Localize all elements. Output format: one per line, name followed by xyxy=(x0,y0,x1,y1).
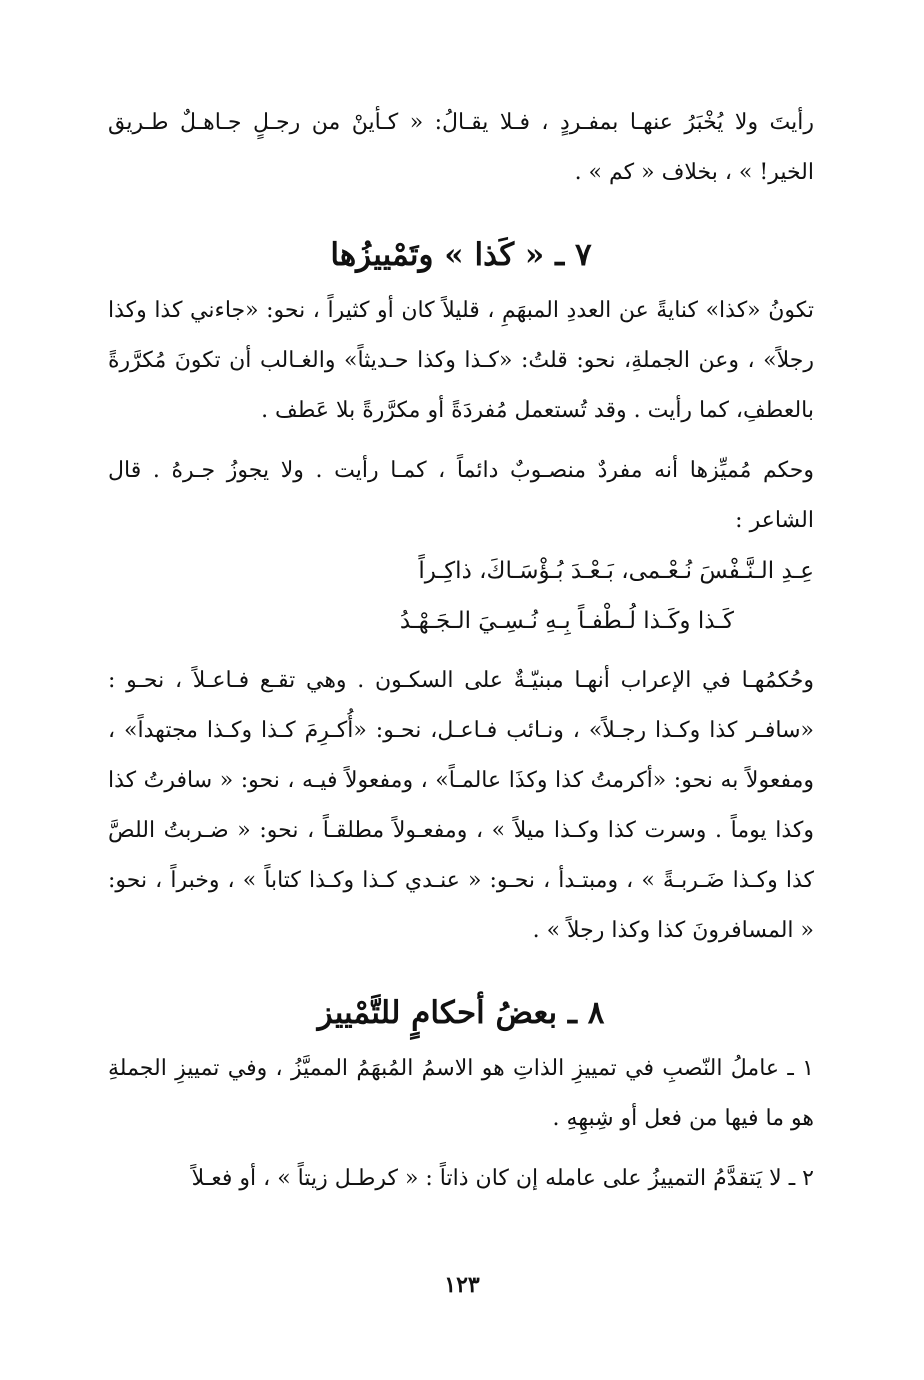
section-7-paragraph-3: وحُكمُهـا في الإعراب أنهـا مبنيّـةٌ على السكـون . وهي تقـع فـاعـلاً ، نحـو : «سافـر كذا وكـذا رجـلاً» ، ونـائب فـاعـل، نحـو: «أُكـرِمَ كـذا وكـذا مجتهداً» ، ومفعولاً به نحو: «أكرمتُ كذا وكذَا عالمـاً» ، ومفعولاً فيـه ، نحو: « سافرتُ كذا وكذا يوماً . وسرت كذا وكـذا ميلاً » ، ومفعـولاً مطلقـاً ، نحو: « ضـربتُ اللصَّ كذا وكـذا ضَـربـةً » ، ومبتـدأ ، نحـو: « عنـدي كـذا وكـذا كتاباً » ، وخبراً ، نحو: « المسافرونَ كذا وكذا رجلاً » . xyxy=(108,668,814,943)
spacer xyxy=(108,198,814,224)
spacer xyxy=(108,956,814,982)
section-7-paragraph-1: تكونُ «كذا» كنايةً عن العددِ المبهَمِ ، قليلاً كان أو كثيراً ، نحو: «جاءني كذا وكذا رجلاً» ، وعن الجملةِ، نحو: قلتُ: «كـذا وكذا حـديثاً» والغـالب أن تكونَ مُكرَّرةً بالعطفِ، كما رأيت . وقد تُستعمل مُفردَةً أو مكرَّرةً بلا عَطف . xyxy=(108,298,814,423)
spacer xyxy=(108,1144,814,1154)
intro-paragraph: رأيتَ ولا يُخْبَرُ عنهـا بمفـردٍ ، فـلا يقـالُ: « كـأينْ من رجـلٍ جـاهـلٌ طـريق الخير! » ، بخلاف « كم » . xyxy=(108,110,814,185)
poem-verse-first-hemistich: عِـدِ الـنَّـفْسَ نُـعْـمى، بَـعْـدَ بُـؤْسَـاكَ، ذاكِـراً xyxy=(418,558,814,584)
section-8-heading: ٨ ـ بعضُ أحكامٍ للتَّمْييز xyxy=(317,995,605,1031)
section-7-paragraph-2: وحكم مُميِّزها أنه مفردٌ منصـوبٌ دائماً ، كمـا رأيت . ولا يجوزُ جـرهُ . قال الشاعر : xyxy=(108,458,814,533)
page-number: ١٢٣ xyxy=(444,1272,480,1298)
section-7-heading: ٧ ـ « كَذا » وتَمْييزُها xyxy=(330,237,592,273)
page-body xyxy=(108,98,814,1204)
section-8-rule-1: ١ ـ عاملُ النّصبِ في تمييزِ الذاتِ هو الاسمُ المُبهَمُ المميَّزُ ، وفي تمييزِ الجملةِ هو ما فيها من فعل أو شِبهِهِ . xyxy=(108,1056,814,1131)
spacer xyxy=(108,646,814,656)
spacer xyxy=(108,436,814,446)
poem-verse-second-hemistich: كَـذا وكَـذا لُـطْفـاً بِـهِ نُـسِـيَ الـجَـهْـدُ xyxy=(399,608,734,634)
section-8-rule-2: ٢ ـ لا يَتقدَّمُ التمييزُ على عامله إن كان ذاتاً : « كرطـل زيتاً » ، أو فعـلاً xyxy=(191,1166,814,1191)
